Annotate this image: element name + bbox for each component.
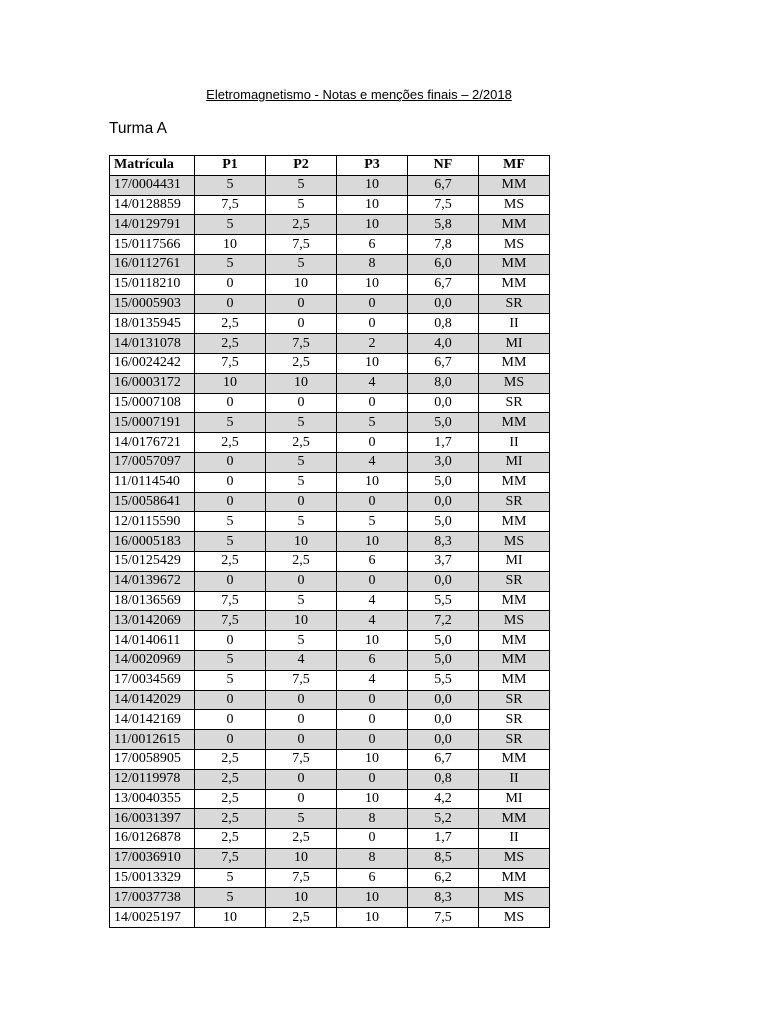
cell-nf: 5,0 bbox=[408, 631, 479, 651]
cell-p3: 10 bbox=[337, 908, 408, 928]
cell-p3: 10 bbox=[337, 749, 408, 769]
cell-matricula: 14/0139672 bbox=[110, 571, 195, 591]
cell-nf: 5,0 bbox=[408, 413, 479, 433]
cell-mf: SR bbox=[479, 730, 550, 750]
cell-nf: 7,2 bbox=[408, 611, 479, 631]
table-row bbox=[110, 650, 550, 670]
table-row bbox=[110, 749, 550, 769]
table-row bbox=[110, 433, 550, 453]
cell-p1: 2,5 bbox=[195, 314, 266, 334]
cell-p3: 4 bbox=[337, 452, 408, 472]
cell-p2: 0 bbox=[266, 492, 337, 512]
cell-mf: MS bbox=[479, 848, 550, 868]
cell-nf: 6,0 bbox=[408, 254, 479, 274]
cell-matricula: 12/0119978 bbox=[110, 769, 195, 789]
cell-mf: MI bbox=[479, 452, 550, 472]
cell-mf: MM bbox=[479, 175, 550, 195]
table-row bbox=[110, 868, 550, 888]
cell-p1: 0 bbox=[195, 393, 266, 413]
table-row bbox=[110, 829, 550, 849]
cell-matricula: 14/0128859 bbox=[110, 195, 195, 215]
cell-nf: 7,5 bbox=[408, 195, 479, 215]
cell-matricula: 15/0005903 bbox=[110, 294, 195, 314]
grades-table bbox=[109, 155, 550, 928]
cell-matricula: 17/0034569 bbox=[110, 670, 195, 690]
cell-p3: 0 bbox=[337, 314, 408, 334]
cell-p1: 2,5 bbox=[195, 829, 266, 849]
cell-p2: 0 bbox=[266, 789, 337, 809]
cell-nf: 6,7 bbox=[408, 274, 479, 294]
table-row bbox=[110, 472, 550, 492]
cell-mf: II bbox=[479, 433, 550, 453]
cell-nf: 5,0 bbox=[408, 472, 479, 492]
table-row bbox=[110, 393, 550, 413]
cell-p2: 5 bbox=[266, 195, 337, 215]
table-row bbox=[110, 373, 550, 393]
cell-p2: 0 bbox=[266, 294, 337, 314]
cell-p2: 10 bbox=[266, 274, 337, 294]
table-row bbox=[110, 690, 550, 710]
cell-p3: 10 bbox=[337, 215, 408, 235]
cell-mf: MM bbox=[479, 650, 550, 670]
cell-mf: MM bbox=[479, 215, 550, 235]
cell-p1: 0 bbox=[195, 294, 266, 314]
table-row bbox=[110, 334, 550, 354]
header-mf: MF bbox=[479, 156, 550, 176]
cell-nf: 0,8 bbox=[408, 314, 479, 334]
cell-mf: SR bbox=[479, 710, 550, 730]
cell-p1: 2,5 bbox=[195, 433, 266, 453]
cell-nf: 6,7 bbox=[408, 749, 479, 769]
cell-mf: MS bbox=[479, 373, 550, 393]
cell-p2: 5 bbox=[266, 472, 337, 492]
cell-p1: 7,5 bbox=[195, 195, 266, 215]
cell-matricula: 14/0131078 bbox=[110, 334, 195, 354]
cell-p1: 5 bbox=[195, 888, 266, 908]
cell-nf: 1,7 bbox=[408, 829, 479, 849]
cell-p1: 10 bbox=[195, 373, 266, 393]
cell-nf: 8,5 bbox=[408, 848, 479, 868]
cell-nf: 6,7 bbox=[408, 353, 479, 373]
table-row bbox=[110, 294, 550, 314]
cell-nf: 5,2 bbox=[408, 809, 479, 829]
grades-table-header bbox=[110, 156, 550, 176]
cell-nf: 6,2 bbox=[408, 868, 479, 888]
table-row bbox=[110, 908, 550, 928]
cell-mf: MI bbox=[479, 334, 550, 354]
cell-matricula: 15/0117566 bbox=[110, 235, 195, 255]
cell-mf: SR bbox=[479, 571, 550, 591]
cell-mf: MM bbox=[479, 254, 550, 274]
cell-mf: SR bbox=[479, 690, 550, 710]
cell-p1: 10 bbox=[195, 908, 266, 928]
cell-p2: 0 bbox=[266, 710, 337, 730]
cell-p3: 6 bbox=[337, 551, 408, 571]
cell-nf: 8,0 bbox=[408, 373, 479, 393]
cell-nf: 5,0 bbox=[408, 650, 479, 670]
cell-p3: 10 bbox=[337, 532, 408, 552]
cell-matricula: 17/0036910 bbox=[110, 848, 195, 868]
cell-matricula: 11/0114540 bbox=[110, 472, 195, 492]
table-row bbox=[110, 353, 550, 373]
table-row bbox=[110, 235, 550, 255]
cell-p3: 4 bbox=[337, 373, 408, 393]
cell-p3: 0 bbox=[337, 829, 408, 849]
cell-p2: 2,5 bbox=[266, 353, 337, 373]
cell-nf: 1,7 bbox=[408, 433, 479, 453]
cell-p1: 0 bbox=[195, 274, 266, 294]
cell-p2: 5 bbox=[266, 452, 337, 472]
cell-p2: 2,5 bbox=[266, 215, 337, 235]
cell-matricula: 13/0142069 bbox=[110, 611, 195, 631]
cell-p1: 5 bbox=[195, 175, 266, 195]
table-row bbox=[110, 274, 550, 294]
cell-mf: MS bbox=[479, 908, 550, 928]
cell-p3: 0 bbox=[337, 492, 408, 512]
cell-p1: 0 bbox=[195, 472, 266, 492]
cell-mf: MM bbox=[479, 868, 550, 888]
cell-p3: 0 bbox=[337, 730, 408, 750]
header-p3: P3 bbox=[337, 156, 408, 176]
table-row bbox=[110, 413, 550, 433]
cell-nf: 0,0 bbox=[408, 730, 479, 750]
cell-matricula: 15/0118210 bbox=[110, 274, 195, 294]
cell-mf: SR bbox=[479, 393, 550, 413]
cell-p3: 10 bbox=[337, 175, 408, 195]
cell-p3: 0 bbox=[337, 769, 408, 789]
cell-matricula: 14/0142029 bbox=[110, 690, 195, 710]
table-row bbox=[110, 591, 550, 611]
cell-p3: 2 bbox=[337, 334, 408, 354]
cell-matricula: 15/0125429 bbox=[110, 551, 195, 571]
cell-p1: 5 bbox=[195, 868, 266, 888]
cell-p1: 0 bbox=[195, 730, 266, 750]
cell-p2: 5 bbox=[266, 591, 337, 611]
cell-p3: 6 bbox=[337, 235, 408, 255]
table-row bbox=[110, 551, 550, 571]
header-p2: P2 bbox=[266, 156, 337, 176]
cell-matricula: 17/0004431 bbox=[110, 175, 195, 195]
cell-p2: 7,5 bbox=[266, 670, 337, 690]
table-row bbox=[110, 710, 550, 730]
table-row bbox=[110, 532, 550, 552]
cell-p1: 5 bbox=[195, 215, 266, 235]
cell-mf: MS bbox=[479, 532, 550, 552]
cell-p1: 5 bbox=[195, 512, 266, 532]
cell-nf: 0,0 bbox=[408, 294, 479, 314]
cell-p2: 5 bbox=[266, 631, 337, 651]
table-row bbox=[110, 888, 550, 908]
cell-matricula: 16/0003172 bbox=[110, 373, 195, 393]
cell-matricula: 16/0024242 bbox=[110, 353, 195, 373]
cell-mf: MM bbox=[479, 353, 550, 373]
cell-mf: MM bbox=[479, 472, 550, 492]
cell-matricula: 15/0007191 bbox=[110, 413, 195, 433]
cell-matricula: 15/0007108 bbox=[110, 393, 195, 413]
table-row bbox=[110, 571, 550, 591]
cell-mf: MM bbox=[479, 670, 550, 690]
cell-nf: 0,0 bbox=[408, 571, 479, 591]
cell-p2: 2,5 bbox=[266, 829, 337, 849]
cell-nf: 4,0 bbox=[408, 334, 479, 354]
cell-p1: 7,5 bbox=[195, 848, 266, 868]
cell-p3: 6 bbox=[337, 868, 408, 888]
cell-p1: 0 bbox=[195, 452, 266, 472]
cell-p1: 5 bbox=[195, 650, 266, 670]
cell-nf: 5,5 bbox=[408, 670, 479, 690]
cell-p1: 2,5 bbox=[195, 809, 266, 829]
cell-p3: 0 bbox=[337, 294, 408, 314]
table-row bbox=[110, 769, 550, 789]
header-nf: NF bbox=[408, 156, 479, 176]
cell-p2: 7,5 bbox=[266, 749, 337, 769]
cell-mf: MM bbox=[479, 809, 550, 829]
cell-mf: MI bbox=[479, 551, 550, 571]
cell-p2: 10 bbox=[266, 888, 337, 908]
cell-p3: 4 bbox=[337, 591, 408, 611]
cell-p3: 0 bbox=[337, 710, 408, 730]
cell-nf: 8,3 bbox=[408, 532, 479, 552]
cell-nf: 0,0 bbox=[408, 492, 479, 512]
document-title: Eletromagnetismo - Notas e menções finais – 2/2018 bbox=[206, 87, 512, 102]
cell-p2: 2,5 bbox=[266, 551, 337, 571]
cell-p3: 5 bbox=[337, 413, 408, 433]
cell-p1: 2,5 bbox=[195, 551, 266, 571]
cell-nf: 3,7 bbox=[408, 551, 479, 571]
table-row bbox=[110, 314, 550, 334]
cell-nf: 7,5 bbox=[408, 908, 479, 928]
cell-mf: MM bbox=[479, 274, 550, 294]
cell-mf: MS bbox=[479, 888, 550, 908]
cell-p3: 0 bbox=[337, 571, 408, 591]
cell-p1: 0 bbox=[195, 492, 266, 512]
cell-mf: MM bbox=[479, 413, 550, 433]
cell-p1: 2,5 bbox=[195, 334, 266, 354]
cell-matricula: 18/0136569 bbox=[110, 591, 195, 611]
cell-mf: MM bbox=[479, 512, 550, 532]
cell-p2: 10 bbox=[266, 373, 337, 393]
table-row bbox=[110, 175, 550, 195]
cell-matricula: 11/0012615 bbox=[110, 730, 195, 750]
table-row bbox=[110, 215, 550, 235]
cell-matricula: 17/0057097 bbox=[110, 452, 195, 472]
cell-p1: 0 bbox=[195, 710, 266, 730]
cell-p1: 5 bbox=[195, 670, 266, 690]
cell-p2: 0 bbox=[266, 730, 337, 750]
cell-nf: 0,0 bbox=[408, 393, 479, 413]
cell-p2: 0 bbox=[266, 690, 337, 710]
cell-p2: 5 bbox=[266, 809, 337, 829]
cell-matricula: 14/0020969 bbox=[110, 650, 195, 670]
cell-p3: 4 bbox=[337, 670, 408, 690]
cell-p2: 2,5 bbox=[266, 433, 337, 453]
cell-p2: 5 bbox=[266, 512, 337, 532]
cell-p2: 5 bbox=[266, 175, 337, 195]
cell-nf: 0,8 bbox=[408, 769, 479, 789]
cell-p3: 0 bbox=[337, 393, 408, 413]
table-row bbox=[110, 254, 550, 274]
cell-matricula: 14/0129791 bbox=[110, 215, 195, 235]
table-row bbox=[110, 789, 550, 809]
cell-matricula: 14/0025197 bbox=[110, 908, 195, 928]
table-row bbox=[110, 670, 550, 690]
cell-p3: 10 bbox=[337, 789, 408, 809]
cell-matricula: 15/0013329 bbox=[110, 868, 195, 888]
cell-p1: 5 bbox=[195, 532, 266, 552]
cell-matricula: 16/0031397 bbox=[110, 809, 195, 829]
cell-matricula: 16/0005183 bbox=[110, 532, 195, 552]
cell-p3: 8 bbox=[337, 254, 408, 274]
cell-matricula: 18/0135945 bbox=[110, 314, 195, 334]
cell-p2: 0 bbox=[266, 393, 337, 413]
cell-nf: 0,0 bbox=[408, 710, 479, 730]
cell-nf: 0,0 bbox=[408, 690, 479, 710]
table-row bbox=[110, 492, 550, 512]
cell-p3: 6 bbox=[337, 650, 408, 670]
cell-matricula: 12/0115590 bbox=[110, 512, 195, 532]
cell-p3: 10 bbox=[337, 631, 408, 651]
cell-p1: 7,5 bbox=[195, 591, 266, 611]
cell-nf: 5,0 bbox=[408, 512, 479, 532]
cell-nf: 6,7 bbox=[408, 175, 479, 195]
cell-p2: 5 bbox=[266, 254, 337, 274]
cell-p2: 7,5 bbox=[266, 868, 337, 888]
cell-p1: 2,5 bbox=[195, 769, 266, 789]
cell-p2: 7,5 bbox=[266, 334, 337, 354]
cell-nf: 4,2 bbox=[408, 789, 479, 809]
header-row bbox=[110, 156, 550, 176]
cell-p3: 10 bbox=[337, 888, 408, 908]
cell-mf: SR bbox=[479, 492, 550, 512]
cell-p1: 0 bbox=[195, 631, 266, 651]
cell-p2: 0 bbox=[266, 314, 337, 334]
table-row bbox=[110, 452, 550, 472]
cell-nf: 8,3 bbox=[408, 888, 479, 908]
cell-matricula: 13/0040355 bbox=[110, 789, 195, 809]
cell-nf: 5,5 bbox=[408, 591, 479, 611]
table-row bbox=[110, 611, 550, 631]
cell-matricula: 17/0037738 bbox=[110, 888, 195, 908]
cell-p1: 2,5 bbox=[195, 749, 266, 769]
table-row bbox=[110, 195, 550, 215]
table-row bbox=[110, 730, 550, 750]
cell-nf: 5,8 bbox=[408, 215, 479, 235]
cell-p3: 4 bbox=[337, 611, 408, 631]
cell-p1: 7,5 bbox=[195, 353, 266, 373]
cell-mf: MM bbox=[479, 591, 550, 611]
cell-mf: MM bbox=[479, 631, 550, 651]
cell-mf: MM bbox=[479, 749, 550, 769]
table-row bbox=[110, 848, 550, 868]
cell-p1: 5 bbox=[195, 413, 266, 433]
cell-p2: 4 bbox=[266, 650, 337, 670]
header-p1: P1 bbox=[195, 156, 266, 176]
cell-p3: 10 bbox=[337, 195, 408, 215]
cell-p2: 10 bbox=[266, 848, 337, 868]
cell-p3: 0 bbox=[337, 433, 408, 453]
cell-p2: 10 bbox=[266, 611, 337, 631]
cell-p3: 0 bbox=[337, 690, 408, 710]
cell-mf: MI bbox=[479, 789, 550, 809]
cell-p3: 8 bbox=[337, 809, 408, 829]
cell-matricula: 14/0142169 bbox=[110, 710, 195, 730]
cell-matricula: 14/0140611 bbox=[110, 631, 195, 651]
cell-p2: 0 bbox=[266, 769, 337, 789]
cell-matricula: 16/0112761 bbox=[110, 254, 195, 274]
cell-p1: 10 bbox=[195, 235, 266, 255]
cell-p1: 5 bbox=[195, 254, 266, 274]
cell-p1: 0 bbox=[195, 690, 266, 710]
cell-p3: 8 bbox=[337, 848, 408, 868]
cell-mf: MS bbox=[479, 195, 550, 215]
cell-p3: 10 bbox=[337, 274, 408, 294]
cell-p2: 0 bbox=[266, 571, 337, 591]
cell-p1: 2,5 bbox=[195, 789, 266, 809]
header-matricula: Matrícula bbox=[110, 156, 195, 176]
cell-p2: 2,5 bbox=[266, 908, 337, 928]
table-row bbox=[110, 631, 550, 651]
cell-p3: 10 bbox=[337, 353, 408, 373]
cell-mf: SR bbox=[479, 294, 550, 314]
cell-matricula: 15/0058641 bbox=[110, 492, 195, 512]
cell-matricula: 17/0058905 bbox=[110, 749, 195, 769]
cell-mf: MS bbox=[479, 611, 550, 631]
section-title: Turma A bbox=[109, 120, 167, 137]
grades-table-body bbox=[110, 175, 550, 927]
table-row bbox=[110, 809, 550, 829]
cell-mf: II bbox=[479, 829, 550, 849]
cell-mf: II bbox=[479, 769, 550, 789]
cell-matricula: 14/0176721 bbox=[110, 433, 195, 453]
cell-p3: 10 bbox=[337, 472, 408, 492]
cell-p1: 7,5 bbox=[195, 611, 266, 631]
cell-mf: II bbox=[479, 314, 550, 334]
table-row bbox=[110, 512, 550, 532]
cell-nf: 3,0 bbox=[408, 452, 479, 472]
cell-p2: 7,5 bbox=[266, 235, 337, 255]
cell-p2: 10 bbox=[266, 532, 337, 552]
cell-matricula: 16/0126878 bbox=[110, 829, 195, 849]
cell-mf: MS bbox=[479, 235, 550, 255]
cell-nf: 7,8 bbox=[408, 235, 479, 255]
cell-p2: 5 bbox=[266, 413, 337, 433]
cell-p3: 5 bbox=[337, 512, 408, 532]
cell-p1: 0 bbox=[195, 571, 266, 591]
